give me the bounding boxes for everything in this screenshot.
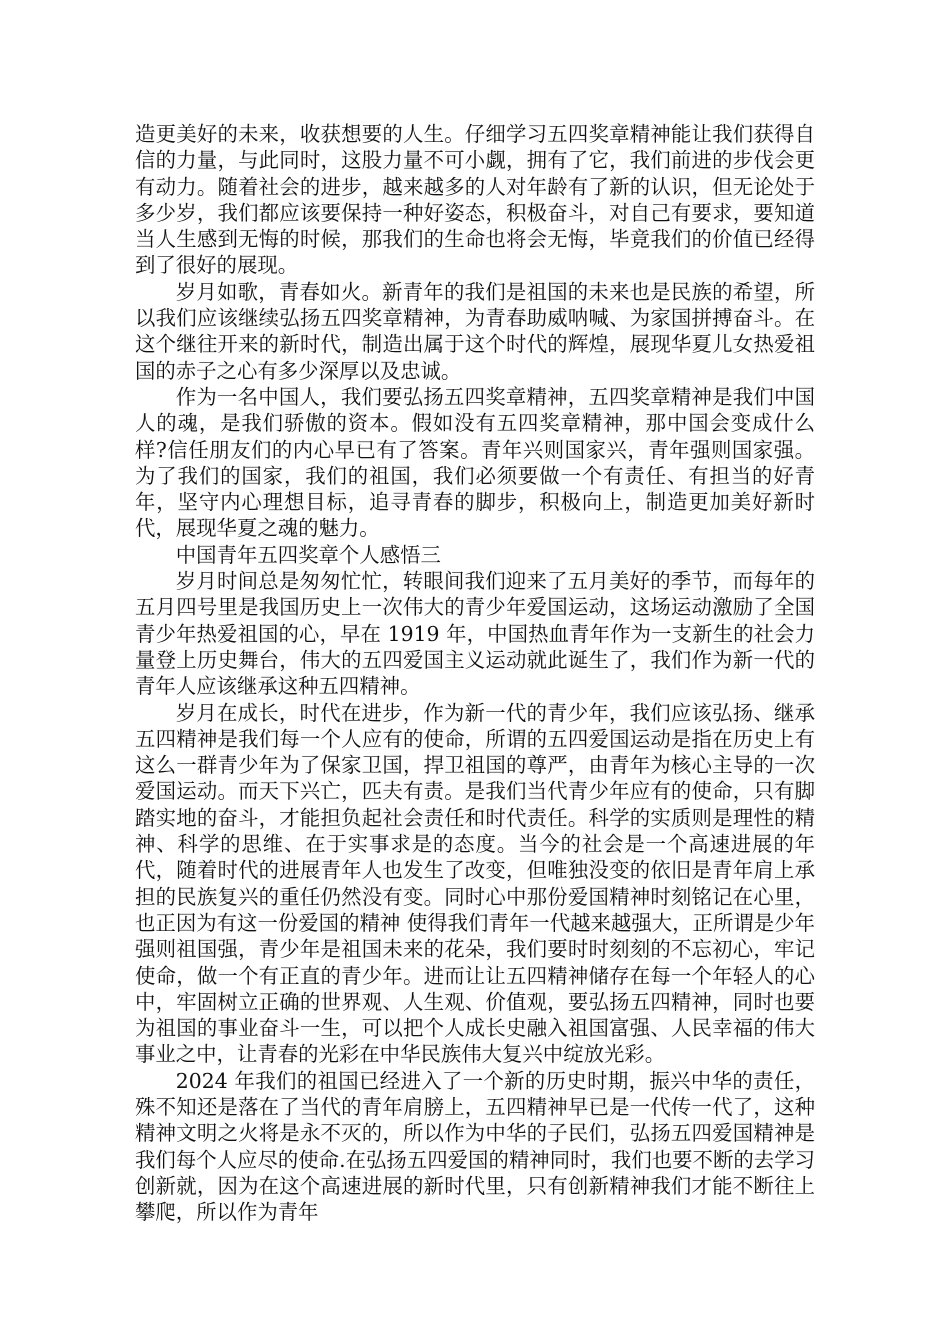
- paragraph-new-era: 2024 年我们的祖国已经进入了一个新的历史时期，振兴中华的责任，殊不知还是落在了当代的青年肩膀上，五四精神早已是一代传一代了，这种精神文明之火将是永不灭的，所以作为中华的子民们，弘扬五四爱国精神是我们每个人应尽的使命.在弘扬五四爱国的精神同时，我们也要不断的去学习创新就，因为在这个高速进展的新时代里，只有创新精神我们才能不断往上攀爬，所以作为青年: [135, 1068, 815, 1225]
- paragraph-continuation: 造更美好的未来，收获想要的人生。仔细学习五四奖章精神能让我们获得自信的力量，与此同时，这股力量不可小觑，拥有了它，我们前进的步伐会更有动力。随着社会的进步，越来越多的人对年龄有了新的认识，但无论处于多少岁，我们都应该要保持一种好姿态，积极奋斗，对自己有要求，要知道当人生感到无悔的时候，那我们的生命也将会无悔，毕竟我们的价值已经得到了很好的展现。: [135, 122, 815, 278]
- paragraph-growing-era: 岁月在成长，时代在进步，作为新一代的青少年，我们应该弘扬、继承五四精神是我们每一个人应有的使命，所谓的五四爱国运动是指在历史上有这么一群青少年为了保家卫国，捍卫祖国的尊严，由青年为核心主导的一次爱国运动。而天下兴亡，匹夫有责。是我们当代青少年应有的使命，只有脚踏实地的奋斗，才能担负起社会责任和时代责任。科学的实质则是理性的精神、科学的思维、在于实事求是的态度。当今的社会是一个高速进展的年代，随着时代的进展青年人也发生了改变，但唯独没变的依旧是青年肩上承担的民族复兴的重任仍然没有变。同时心中那份爱国精神时刻铭记在心里，也正因为有这一份爱国的精神 使得我们青年一代越来越强大，正所谓是少年强则祖国强，青少年是祖国未来的花朵，我们要时时刻刻的不忘初心，牢记使命，做一个有正直的青少年。进而让让五四精神储存在每一个年轻人的心中，牢固树立正确的世界观、人生观、价值观，要弘扬五四精神，同时也要为祖国的事业奋斗一生，可以把个人成长史融入祖国富强、人民幸福的伟大事业之中，让青春的光彩在中华民族伟大复兴中绽放光彩。: [135, 700, 815, 1067]
- paragraph-may-fourth-history: 岁月时间总是匆匆忙忙，转眼间我们迎来了五月美好的季节，而每年的五月四号里是我国历史上一次伟大的青少年爱国运动，这场运动激励了全国青少年热爱祖国的心，早在 1919 年，中国热血青年作为一支新生的社会力量登上历史舞台，伟大的五四爱国主义运动就此诞生了，我们作为新一代的青年人应该继承这种五四精神。: [135, 569, 815, 699]
- paragraph-as-chinese: 作为一名中国人，我们要弘扬五四奖章精神，五四奖章精神是我们中国人的魂，是我们骄傲的资本。假如没有五四奖章精神，那中国会变成什么样?信任朋友们的内心早已有了答案。青年兴则国家兴，青年强则国家强。为了我们的国家，我们的祖国，我们必须要做一个有责任、有担当的好青年，坚守内心理想目标，追寻青春的脚步，积极向上，制造更加美好新时代，展现华夏之魂的魅力。: [135, 384, 815, 541]
- paragraph-youth-like-song: 岁月如歌，青春如火。新青年的我们是祖国的未来也是民族的希望，所以我们应该继续弘扬五四奖章精神，为青春助威呐喊、为家国拼搏奋斗。在这个继往开来的新时代，制造出属于这个时代的辉煌，展现华夏儿女热爱祖国的赤子之心有多少深厚以及忠诚。: [135, 279, 815, 383]
- section-heading: 中国青年五四奖章个人感悟三: [175, 542, 441, 567]
- document-page: [135, 121, 815, 1225]
